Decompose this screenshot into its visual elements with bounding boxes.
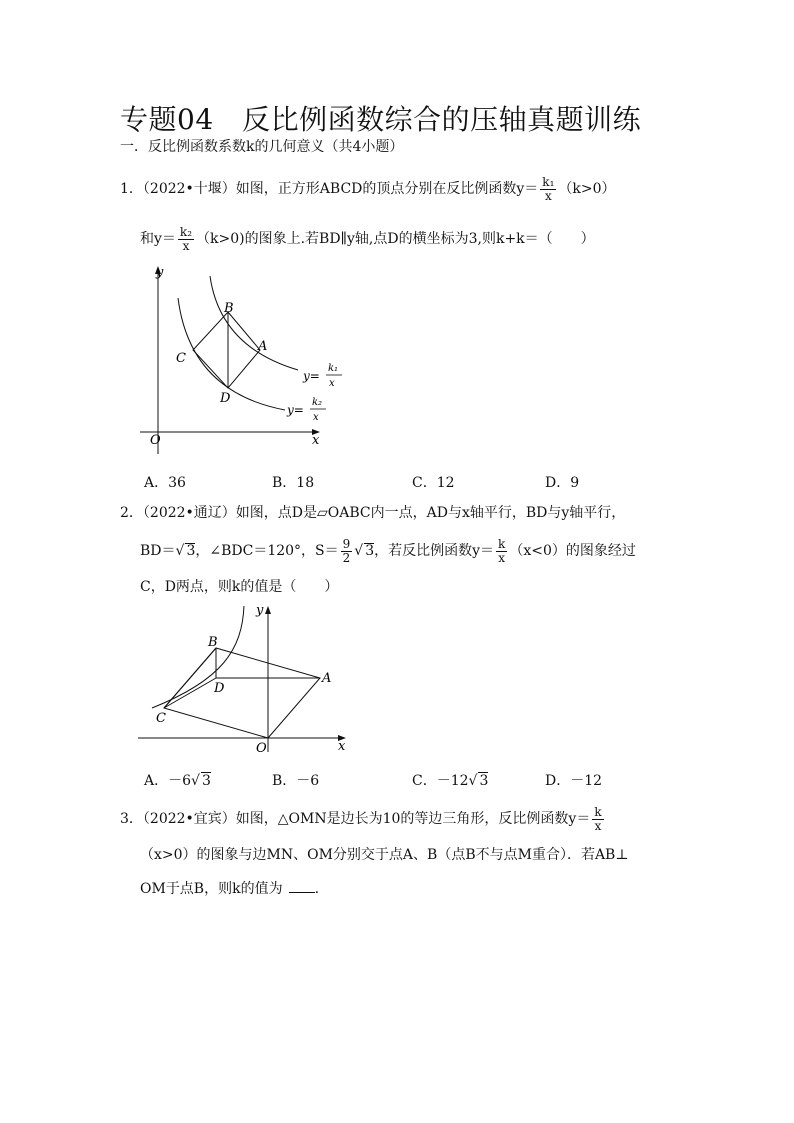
q2-label-x: x xyxy=(338,739,346,754)
q1-option-d: D．9 xyxy=(545,475,580,491)
q1-label-a: A xyxy=(258,339,268,354)
q1-fraction-k2: $\frac{\text{k₂}}{x}$ xyxy=(179,225,193,253)
q1-curve2-label-pre: y= xyxy=(287,403,304,417)
q1-label-c: C xyxy=(176,351,186,366)
q3-fraction-k: $\frac{k}{x}$ xyxy=(594,805,602,833)
q1-square-abcd xyxy=(193,312,260,388)
q1-option-c: C．12 xyxy=(412,475,455,491)
q1-text-4: （k>0)的图象上.若BD∥y轴,点D的横坐标为3,则k+k＝（ ） xyxy=(196,231,595,248)
q2-parallelogram-oabc xyxy=(164,648,320,738)
q2-fraction-area: $\frac{9}{2}$ xyxy=(342,537,351,565)
q1-curve1-label-den: x xyxy=(329,378,335,389)
q1-label-b: B xyxy=(224,301,234,316)
q1-text-3: 和y＝ xyxy=(140,231,176,248)
q3-line2: （x>0）的图象与边MN、OM分别交于点A、B（点B不与点M重合）．若AB⊥ xyxy=(140,847,629,863)
q1-text-2: （k>0） xyxy=(558,181,616,198)
page-title: 专题04 反比例函数综合的压轴真题训练 xyxy=(120,103,642,136)
q2-line3: C，D两点，则k的值是（ ） xyxy=(140,579,339,595)
q2-line1: 2．（2022•通辽）如图，点D是▱OABC内一点，AD与x轴平行，BD与y轴平行， xyxy=(120,505,626,521)
q1-label-y: y xyxy=(156,265,164,280)
q1-line1 xyxy=(120,176,616,202)
q2-option-d: D．－12 xyxy=(545,773,603,789)
q1-label-o: O xyxy=(150,433,161,448)
q2-label-y: y xyxy=(256,603,264,618)
q3-line3: OM于点B，则k的值为 . xyxy=(140,881,320,897)
q1-line2 xyxy=(140,226,595,252)
q2-sqrt-1: 3 xyxy=(186,543,196,560)
q1-figure xyxy=(130,262,360,462)
q1-curve2-label-den: x xyxy=(313,412,319,423)
q2-fraction-k: $\frac{k}{x}$ xyxy=(498,537,506,565)
q2-text-angle: ，∠BDC＝120°，S＝ xyxy=(195,543,339,560)
q2-segment-cd xyxy=(164,678,216,708)
q2-text-domain: （x<0）的图象经过 xyxy=(509,543,636,560)
q2-curve xyxy=(152,606,244,708)
q1-curve2-label-num: k₂ xyxy=(312,397,323,408)
q3-text-1: 3．（2022•宜宾）如图，△OMN是边长为10的等边三角形，反比例函数y＝ xyxy=(120,811,591,828)
q1-option-b: B．18 xyxy=(272,475,315,491)
q2-sqrt-2: 3 xyxy=(365,543,375,560)
section-heading: 一．反比例函数系数k的几何意义（共4小题） xyxy=(120,139,404,155)
q3-answer-blank[interactable] xyxy=(289,880,315,893)
q1-curve1-label-pre: y= xyxy=(303,369,320,383)
q1-curve1-label-num: k₁ xyxy=(328,363,339,374)
q1-label-x: x xyxy=(312,433,320,448)
q2-option-a: A．－6√ 3 xyxy=(144,773,211,789)
q2-label-c: C xyxy=(156,711,166,726)
q1-text-1: 1．（2022•十堰）如图，正方形ABCD的顶点分别在反比例函数y＝ xyxy=(120,181,539,198)
q2-figure xyxy=(132,600,362,760)
q1-fraction-k1: $\frac{\text{k₁}}{x}$ xyxy=(542,175,555,203)
q2-line2: BD＝√ 3，∠BDC＝120°，S＝ $\frac{9}{2}$ √ 3，若反比例函数y＝ $\frac{k}{x}$ （x<0）的图象经过 xyxy=(140,537,636,565)
q3-text-3: OM于点B，则k的值为 xyxy=(140,881,283,897)
q2-y-arrow xyxy=(265,606,271,614)
q2-text-bd: BD＝ xyxy=(140,543,176,560)
q3-line1 xyxy=(120,806,606,832)
q2-label-o: O xyxy=(256,741,267,756)
q2-label-d: D xyxy=(214,681,225,696)
q1-option-a: A．36 xyxy=(144,475,186,491)
q2-text-func: ，若反比例函数y＝ xyxy=(374,543,495,560)
q2-label-b: B xyxy=(208,635,218,650)
q1-label-d: D xyxy=(220,391,231,406)
q2-label-a: A xyxy=(322,671,332,686)
q1-curve-k1 xyxy=(210,276,298,370)
q2-option-b: B．－6 xyxy=(272,773,320,789)
q2-option-c: C．－12√ 3 xyxy=(412,773,489,789)
